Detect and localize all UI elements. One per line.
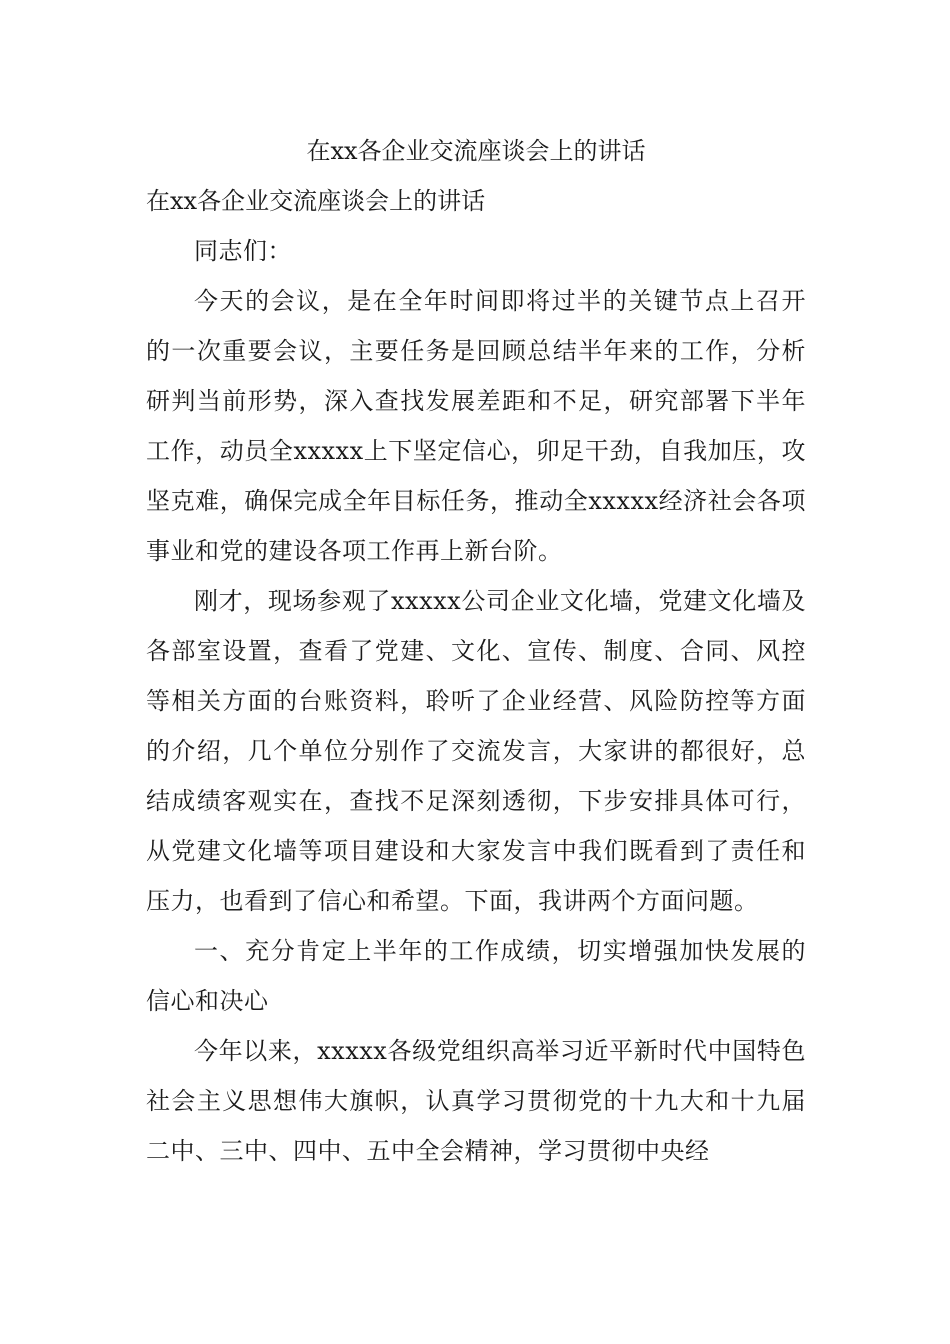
paragraph-visit: 刚才，现场参观了xxxxx公司企业文化墙，党建文化墙及各部室设置，查看了党建、文化、宣传、制度、合同、风控等相关方面的台账资料，聆听了企业经营、风险防控等方面的介绍，几个单位分别作了交流发言，大家讲的都很好，总结成绩客观实在，查找不足深刻透彻，下步安排具体可行，从党建文化墙等项目建设和大家发言中我们既看到了责任和压力，也看到了信心和希望。下面，我讲两个方面问题。 xyxy=(146,587,806,915)
document-page xyxy=(146,126,806,1176)
document-title: 在xx各企业交流座谈会上的讲话 xyxy=(306,137,646,165)
document-subtitle: 在xx各企业交流座谈会上的讲话 xyxy=(146,187,486,215)
salutation: 同志们： xyxy=(194,237,292,265)
paragraph-opening: 今天的会议，是在全年时间即将过半的关键节点上召开的一次重要会议，主要任务是回顾总结半年来的工作，分析研判当前形势，深入查找发展差距和不足，研究部署下半年工作，动员全xxxxx上下坚定信心，卯足干劲，自我加压，攻坚克难，确保完成全年目标任务，推动全xxxxx经济社会各项事业和党的建设各项工作再上新台阶。 xyxy=(146,287,806,565)
paragraph-achievements: 今年以来，xxxxx各级党组织高举习近平新时代中国特色社会主义思想伟大旗帜，认真学习贯彻党的十九大和十九届二中、三中、四中、五中全会精神，学习贯彻中央经 xyxy=(146,1037,806,1165)
section-heading-one: 一、充分肯定上半年的工作成绩，切实增强加快发展的信心和决心 xyxy=(146,937,806,1015)
